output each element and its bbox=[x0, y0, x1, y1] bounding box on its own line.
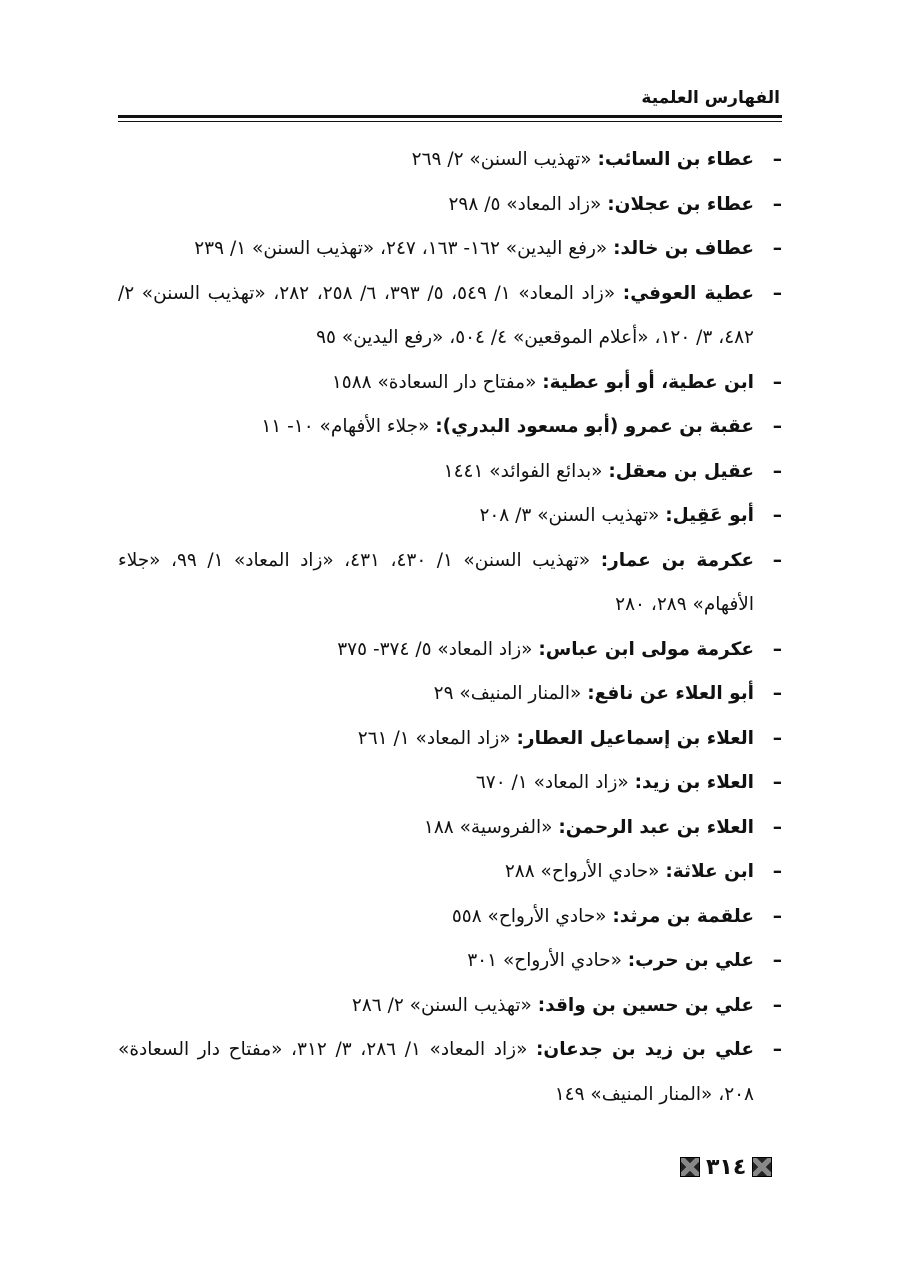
entry-name: علقمة بن مرثد: bbox=[612, 905, 754, 927]
entry-dash: – bbox=[772, 638, 782, 660]
entry-references: «تهذيب السنن» ١/ ٤٣٠، ٤٣١، «زاد المعاد» ١/ ٩٩، «جلاء الأفهام» ٢٨٩، ٢٨٠ bbox=[118, 549, 754, 615]
index-entry bbox=[118, 539, 782, 628]
entry-dash: – bbox=[772, 282, 782, 304]
entry-name: ابن علاثة: bbox=[665, 861, 754, 882]
index-entry bbox=[118, 405, 782, 450]
entry-dash: – bbox=[772, 1039, 782, 1060]
entry-name: أبو العلاء عن نافع: bbox=[587, 683, 754, 704]
entry-dash: – bbox=[772, 371, 782, 393]
index-entry bbox=[118, 939, 782, 984]
entry-dash: – bbox=[772, 193, 782, 215]
entry-dash: – bbox=[772, 683, 782, 704]
entry-name: عقيل بن معقل: bbox=[608, 460, 754, 482]
entry-dash: – bbox=[772, 416, 782, 437]
index-entry bbox=[118, 850, 782, 895]
entry-dash: – bbox=[772, 149, 782, 170]
square-ornament-icon bbox=[752, 1157, 772, 1177]
entry-references: «رفع اليدين» ١٦٢- ١٦٣، ٢٤٧، «تهذيب السنن» ١/ ٢٣٩ bbox=[194, 238, 614, 259]
index-entry bbox=[118, 895, 782, 940]
entry-references: «تهذيب السنن» ٢/ ٢٨٦ bbox=[351, 994, 538, 1016]
index-entry bbox=[118, 984, 782, 1029]
entry-name: أبو عَقِيل: bbox=[665, 505, 754, 526]
entry-name: عطاف بن خالد: bbox=[613, 238, 754, 259]
entry-name: عطية العوفي: bbox=[622, 282, 754, 304]
entry-references: «تهذيب السنن» ٢/ ٢٦٩ bbox=[411, 149, 598, 170]
index-entry bbox=[118, 450, 782, 495]
entry-name: عطاء بن عجلان: bbox=[607, 193, 754, 215]
entry-references: «حادي الأرواح» ٣٠١ bbox=[467, 950, 628, 971]
entry-name: علي بن زيد بن جدعان: bbox=[536, 1039, 754, 1060]
entry-references: «مفتاح دار السعادة» ١٥٨٨ bbox=[331, 371, 543, 393]
index-entry bbox=[118, 361, 782, 406]
index-entry bbox=[118, 272, 782, 361]
entry-references: «المنار المنيف» ٢٩ bbox=[433, 683, 588, 704]
entry-dash: – bbox=[772, 950, 782, 971]
entry-name: العلاء بن إسماعيل العطار: bbox=[516, 727, 754, 749]
index-entry bbox=[118, 628, 782, 673]
index-entry bbox=[118, 494, 782, 539]
entry-references: «زاد المعاد» ١/ ٥٤٩، ٥/ ٣٩٣، ٦/ ٢٥٨، ٢٨٢، «تهذيب السنن» ٢/ ٤٨٢، ٣/ ١٢٠، «أعلام الموقعين» ٤/ ٥٠٤، «رفع اليدين» ٩٥ bbox=[118, 282, 754, 348]
entry-dash: – bbox=[772, 994, 782, 1016]
entry-dash: – bbox=[772, 549, 782, 571]
entry-name: ابن عطية، أو أبو عطية: bbox=[542, 371, 754, 393]
index-entry bbox=[118, 183, 782, 228]
index-entry bbox=[118, 227, 782, 272]
entry-name: عكرمة مولى ابن عباس: bbox=[538, 638, 754, 660]
entry-dash: – bbox=[772, 505, 782, 526]
page-number: ٣١٤ bbox=[706, 1154, 747, 1180]
entry-dash: – bbox=[772, 727, 782, 749]
entry-name: عكرمة بن عمار: bbox=[600, 549, 755, 571]
entry-references: «حادي الأرواح» ٢٨٨ bbox=[504, 861, 666, 882]
index-entry bbox=[118, 761, 782, 806]
entry-references: «بدائع الفوائد» ١٤٤١ bbox=[443, 460, 609, 482]
entry-dash: – bbox=[772, 861, 782, 882]
index-entry bbox=[118, 806, 782, 851]
entry-name: عقبة بن عمرو (أبو مسعود البدري): bbox=[435, 416, 754, 437]
entry-name: علي بن حرب: bbox=[627, 950, 754, 971]
index-entry-list bbox=[118, 138, 782, 1117]
entry-dash: – bbox=[772, 816, 782, 838]
entry-references: «الفروسية» ١٨٨ bbox=[423, 816, 559, 838]
entry-dash: – bbox=[772, 905, 782, 927]
entry-name: العلاء بن زيد: bbox=[634, 772, 754, 793]
entry-name: علي بن حسين بن واقد: bbox=[537, 994, 754, 1016]
entry-name: العلاء بن عبد الرحمن: bbox=[558, 816, 754, 838]
entry-dash: – bbox=[772, 772, 782, 793]
entry-references: «زاد المعاد» ٥/ ٣٧٤- ٣٧٥ bbox=[337, 638, 539, 660]
header-rule-thin bbox=[118, 121, 782, 122]
index-entry bbox=[118, 672, 782, 717]
entry-references: «حادي الأرواح» ٥٥٨ bbox=[451, 905, 613, 927]
entry-dash: – bbox=[772, 460, 782, 482]
entry-references: «جلاء الأفهام» ١٠- ١١ bbox=[261, 416, 436, 437]
index-entry bbox=[118, 717, 782, 762]
entry-references: «تهذيب السنن» ٣/ ٢٠٨ bbox=[479, 505, 666, 526]
index-entry bbox=[118, 138, 782, 183]
entry-references: «زاد المعاد» ١/ ٦٧٠ bbox=[475, 772, 635, 793]
square-ornament-icon bbox=[680, 1157, 700, 1177]
entry-dash: – bbox=[772, 238, 782, 259]
header-rule-thick bbox=[118, 115, 782, 118]
entry-name: عطاء بن السائب: bbox=[597, 149, 754, 170]
entry-references: «زاد المعاد» ٥/ ٢٩٨ bbox=[448, 193, 608, 215]
index-entry bbox=[118, 1028, 782, 1117]
entry-references: «زاد المعاد» ١/ ٢٦١ bbox=[357, 727, 517, 749]
page-footer bbox=[680, 1152, 784, 1182]
running-header: الفهارس العلمية bbox=[641, 88, 780, 108]
entry-references: «زاد المعاد» ١/ ٢٨٦، ٣/ ٣١٢، «مفتاح دار السعادة» ٢٠٨، «المنار المنيف» ١٤٩ bbox=[118, 1039, 754, 1105]
